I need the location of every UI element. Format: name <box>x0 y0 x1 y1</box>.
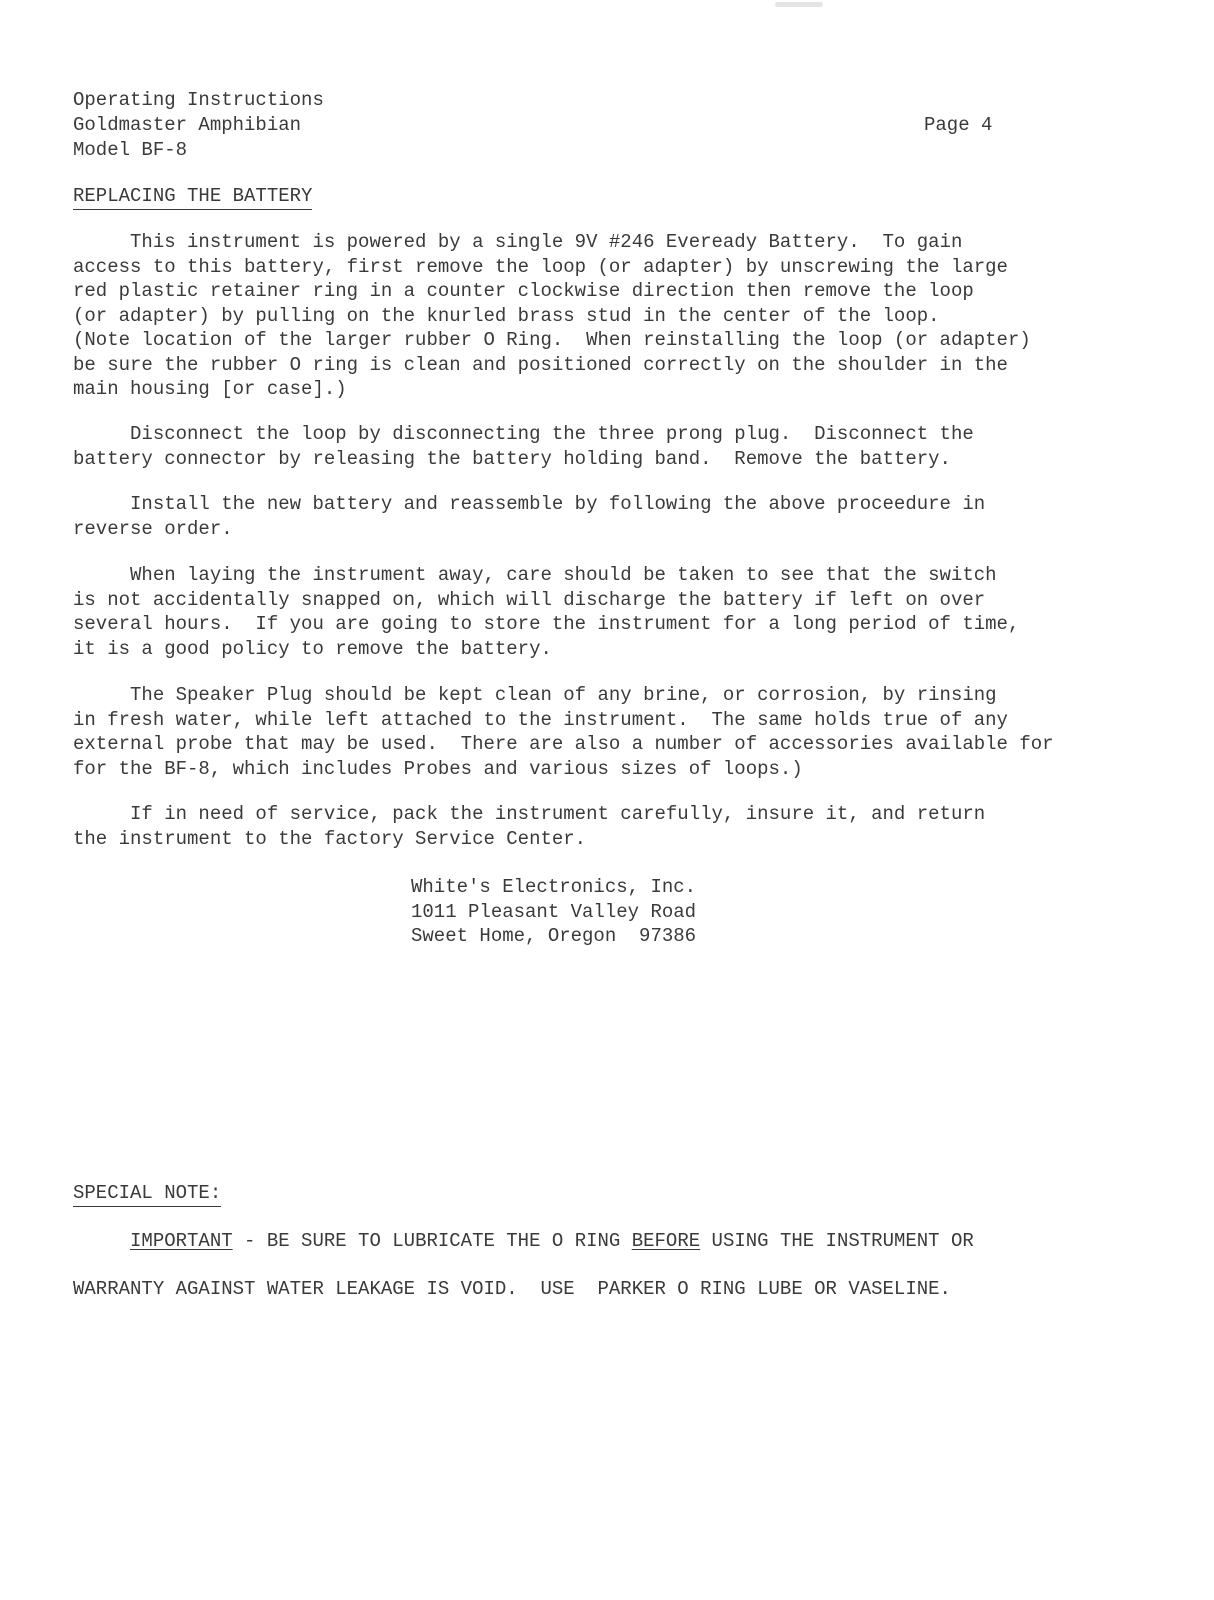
company-name: White's Electronics, Inc. <box>411 876 697 898</box>
paragraph-service: If in need of service, pack the instrument carefully, insure it, and return the instrument to the factory Service Center. <box>73 803 986 850</box>
header-title: Operating Instructions <box>73 89 324 111</box>
note-text-a: - BE SURE TO LUBRICATE THE O RING <box>232 1230 632 1252</box>
note-text-b: USING THE INSTRUMENT OR <box>700 1230 974 1252</box>
before-label: BEFORE <box>631 1230 701 1252</box>
special-note-line-1 <box>73 1229 974 1253</box>
paragraph-speaker-plug: The Speaker Plug should be kept clean of any brine, or corrosion, by rinsing in fresh water, while left attached to the instrument. The same holds true of any external probe that may be used. There are also a number of accessories available for for the BF-8, which includes Probes and various sizes of loops.) <box>73 684 1054 780</box>
document-header <box>73 88 324 163</box>
paragraph-storage: When laying the instrument away, care should be taken to see that the switch is not accidentally snapped on, which will discharge the battery if left on over several hours. If you are going to store the instrument for a long period of time, it is a good policy to remove the battery. <box>73 564 1020 660</box>
company-address <box>411 875 696 949</box>
page-number: Page 4 <box>924 114 993 136</box>
section-heading: REPLACING THE BATTERY <box>73 184 312 210</box>
address-city: Sweet Home, Oregon 97386 <box>411 925 697 947</box>
address-street: 1011 Pleasant Valley Road <box>411 900 697 923</box>
paragraph-disconnect: Disconnect the loop by disconnecting the three prong plug. Disconnect the battery connector by releasing the battery holding band. Remove the battery. <box>73 423 974 470</box>
paragraph-install: Install the new battery and reassemble by following the above proceedure in reverse order. <box>73 493 986 540</box>
header-product: Goldmaster Amphibian <box>73 114 302 136</box>
paragraph-battery-access: This instrument is powered by a single 9V #246 Eveready Battery. To gain access to this battery, first remove the loop (or adapter) by unscrewing the large red plastic retainer ring in a counter clockwise direction then remove the loop (or adapter) by pulling on the knurled brass stud in the center of the loop. (Note location of the larger rubber O Ring. When reinstalling the loop (or adapter) be sure the rubber O ring is clean and positioned correctly on the shoulder in the main housing [or case].) <box>73 231 1031 400</box>
special-note-line-2: WARRANTY AGAINST WATER LEAKAGE IS VOID. USE PARKER O RING LUBE OR VASELINE. <box>73 1278 951 1300</box>
special-note-heading: SPECIAL NOTE: <box>73 1181 221 1207</box>
note-indent <box>73 1230 130 1252</box>
scan-artifact <box>775 2 823 7</box>
important-label: IMPORTANT <box>130 1230 233 1252</box>
header-model: Model BF-8 <box>73 139 188 161</box>
